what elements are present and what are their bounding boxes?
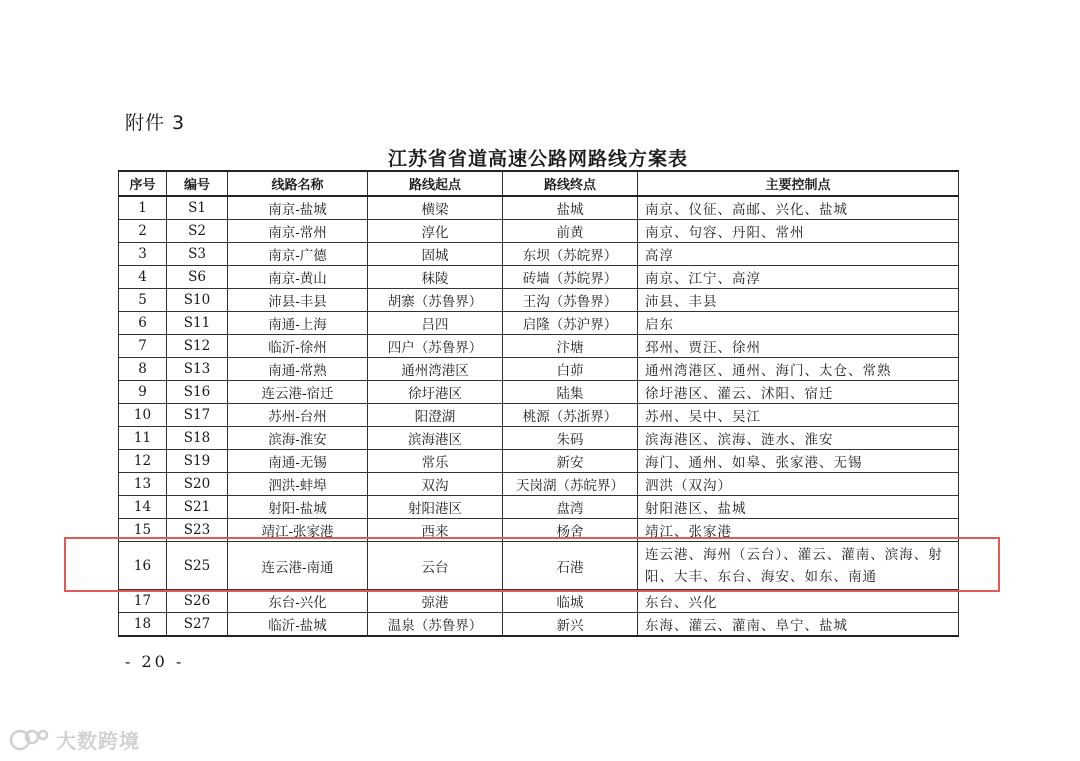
cell-route-name: 南通-常熟 bbox=[228, 358, 368, 381]
cell-code: S27 bbox=[167, 613, 228, 637]
table-row bbox=[119, 404, 959, 427]
cell-start: 横梁 bbox=[368, 196, 503, 220]
cell-start: 双沟 bbox=[368, 473, 503, 496]
cell-code: S21 bbox=[167, 496, 228, 519]
cell-end: 杨舍 bbox=[503, 519, 638, 542]
cell-start: 西来 bbox=[368, 519, 503, 542]
cell-no: 10 bbox=[119, 404, 167, 427]
cell-end: 临城 bbox=[503, 590, 638, 613]
table-row bbox=[119, 496, 959, 519]
cell-control-points: 邳州、贾汪、徐州 bbox=[638, 335, 959, 358]
cell-code: S18 bbox=[167, 427, 228, 450]
cell-route-name: 沛县-丰县 bbox=[228, 289, 368, 312]
cell-end: 东坝（苏皖界） bbox=[503, 243, 638, 266]
table-row bbox=[119, 358, 959, 381]
cell-no: 9 bbox=[119, 381, 167, 404]
cell-control-points: 苏州、吴中、吴江 bbox=[638, 404, 959, 427]
cell-code: S11 bbox=[167, 312, 228, 335]
cell-start: 阳澄湖 bbox=[368, 404, 503, 427]
cell-control-points: 高淳 bbox=[638, 243, 959, 266]
cell-start: 通州湾港区 bbox=[368, 358, 503, 381]
cell-route-name: 南通-上海 bbox=[228, 312, 368, 335]
cell-code: S26 bbox=[167, 590, 228, 613]
attachment-label: 附件 3 bbox=[125, 112, 186, 134]
cell-code: S17 bbox=[167, 404, 228, 427]
table-row bbox=[119, 519, 959, 542]
header-no: 序号 bbox=[119, 171, 167, 196]
cell-route-name: 临沂-盐城 bbox=[228, 613, 368, 637]
cell-route-name: 南京-黄山 bbox=[228, 266, 368, 289]
cell-code: S19 bbox=[167, 450, 228, 473]
watermark-text: 大数跨境 bbox=[56, 729, 140, 753]
cell-start: 温泉（苏鲁界） bbox=[368, 613, 503, 637]
cell-control-points: 射阳港区、盐城 bbox=[638, 496, 959, 519]
table-body bbox=[119, 196, 959, 636]
cell-code: S2 bbox=[167, 220, 228, 243]
table-row bbox=[119, 590, 959, 613]
cell-code: S20 bbox=[167, 473, 228, 496]
cell-end: 汴塘 bbox=[503, 335, 638, 358]
table-row bbox=[119, 542, 959, 590]
cell-no: 7 bbox=[119, 335, 167, 358]
page-number: - 20 - bbox=[125, 652, 185, 671]
cell-start: 胡寨（苏鲁界） bbox=[368, 289, 503, 312]
cell-route-name: 射阳-盐城 bbox=[228, 496, 368, 519]
header-route-name: 线路名称 bbox=[228, 171, 368, 196]
cell-end: 白茆 bbox=[503, 358, 638, 381]
table-row bbox=[119, 196, 959, 220]
cell-control-points: 徐圩港区、灌云、沭阳、宿迁 bbox=[638, 381, 959, 404]
header-control-points: 主要控制点 bbox=[638, 171, 959, 196]
cell-route-name: 东台-兴化 bbox=[228, 590, 368, 613]
table-header-row bbox=[119, 171, 959, 196]
cell-start: 秣陵 bbox=[368, 266, 503, 289]
cell-control-points: 东台、兴化 bbox=[638, 590, 959, 613]
cell-end: 启隆（苏沪界） bbox=[503, 312, 638, 335]
cell-control-points: 南京、句容、丹阳、常州 bbox=[638, 220, 959, 243]
table-row bbox=[119, 289, 959, 312]
cell-no: 14 bbox=[119, 496, 167, 519]
cell-end: 砖墙（苏皖界） bbox=[503, 266, 638, 289]
cell-route-name: 连云港-南通 bbox=[228, 542, 368, 590]
cell-route-name: 苏州-台州 bbox=[228, 404, 368, 427]
cell-start: 射阳港区 bbox=[368, 496, 503, 519]
cell-no: 1 bbox=[119, 196, 167, 220]
table-row bbox=[119, 450, 959, 473]
cell-control-points: 滨海港区、滨海、涟水、淮安 bbox=[638, 427, 959, 450]
cell-end: 新兴 bbox=[503, 613, 638, 637]
cell-no: 18 bbox=[119, 613, 167, 637]
cell-end: 新安 bbox=[503, 450, 638, 473]
cell-control-points: 南京、仪征、高邮、兴化、盐城 bbox=[638, 196, 959, 220]
cell-start: 云台 bbox=[368, 542, 503, 590]
cell-route-name: 滨海-淮安 bbox=[228, 427, 368, 450]
cell-no: 4 bbox=[119, 266, 167, 289]
header-end: 路线终点 bbox=[503, 171, 638, 196]
cell-control-points: 南京、江宁、高淳 bbox=[638, 266, 959, 289]
cell-start: 吕四 bbox=[368, 312, 503, 335]
table-title: 江苏省省道高速公路网路线方案表 bbox=[387, 148, 688, 170]
cell-end: 陆集 bbox=[503, 381, 638, 404]
cell-route-name: 靖江-张家港 bbox=[228, 519, 368, 542]
cell-no: 6 bbox=[119, 312, 167, 335]
cell-route-name: 连云港-宿迁 bbox=[228, 381, 368, 404]
cell-end: 石港 bbox=[503, 542, 638, 590]
table-row bbox=[119, 220, 959, 243]
cell-start: 常乐 bbox=[368, 450, 503, 473]
cell-start: 淳化 bbox=[368, 220, 503, 243]
cell-end: 朱码 bbox=[503, 427, 638, 450]
table-row bbox=[119, 266, 959, 289]
cell-control-points: 沛县、丰县 bbox=[638, 289, 959, 312]
cell-control-points: 东海、灌云、灌南、阜宁、盐城 bbox=[638, 613, 959, 637]
table-row bbox=[119, 613, 959, 637]
cell-route-name: 南通-无锡 bbox=[228, 450, 368, 473]
table-row bbox=[119, 312, 959, 335]
header-start: 路线起点 bbox=[368, 171, 503, 196]
cell-control-points: 泗洪（双沟） bbox=[638, 473, 959, 496]
cell-end: 桃源（苏浙界） bbox=[503, 404, 638, 427]
cell-control-points: 海门、通州、如皋、张家港、无锡 bbox=[638, 450, 959, 473]
cell-end: 盘湾 bbox=[503, 496, 638, 519]
cell-no: 11 bbox=[119, 427, 167, 450]
cell-route-name: 南京-广德 bbox=[228, 243, 368, 266]
cell-start: 弶港 bbox=[368, 590, 503, 613]
table-row bbox=[119, 243, 959, 266]
cell-no: 3 bbox=[119, 243, 167, 266]
cell-route-name: 临沂-徐州 bbox=[228, 335, 368, 358]
cell-code: S3 bbox=[167, 243, 228, 266]
cell-start: 固城 bbox=[368, 243, 503, 266]
table-row bbox=[119, 381, 959, 404]
cell-code: S13 bbox=[167, 358, 228, 381]
watermark-logo-icon bbox=[8, 726, 52, 754]
cell-end: 盐城 bbox=[503, 196, 638, 220]
cell-code: S23 bbox=[167, 519, 228, 542]
cell-code: S25 bbox=[167, 542, 228, 590]
header-code: 编号 bbox=[167, 171, 228, 196]
cell-end: 天岗湖（苏皖界） bbox=[503, 473, 638, 496]
cell-code: S1 bbox=[167, 196, 228, 220]
cell-end: 前黄 bbox=[503, 220, 638, 243]
cell-control-points: 启东 bbox=[638, 312, 959, 335]
route-table bbox=[118, 170, 959, 637]
cell-no: 16 bbox=[119, 542, 167, 590]
cell-code: S10 bbox=[167, 289, 228, 312]
cell-no: 8 bbox=[119, 358, 167, 381]
cell-code: S6 bbox=[167, 266, 228, 289]
cell-no: 2 bbox=[119, 220, 167, 243]
table-row bbox=[119, 473, 959, 496]
table-row bbox=[119, 335, 959, 358]
cell-code: S12 bbox=[167, 335, 228, 358]
watermark bbox=[8, 725, 140, 754]
cell-control-points: 靖江、张家港 bbox=[638, 519, 959, 542]
cell-no: 17 bbox=[119, 590, 167, 613]
cell-route-name: 南京-盐城 bbox=[228, 196, 368, 220]
cell-end: 王沟（苏鲁界） bbox=[503, 289, 638, 312]
cell-control-points: 通州湾港区、通州、海门、太仓、常熟 bbox=[638, 358, 959, 381]
cell-no: 5 bbox=[119, 289, 167, 312]
table-row bbox=[119, 427, 959, 450]
cell-no: 12 bbox=[119, 450, 167, 473]
cell-no: 13 bbox=[119, 473, 167, 496]
cell-route-name: 泗洪-蚌埠 bbox=[228, 473, 368, 496]
cell-no: 15 bbox=[119, 519, 167, 542]
cell-route-name: 南京-常州 bbox=[228, 220, 368, 243]
cell-code: S16 bbox=[167, 381, 228, 404]
cell-control-points: 连云港、海州（云台）、灌云、灌南、滨海、射阳、大丰、东台、海安、如东、南通 bbox=[638, 542, 959, 590]
cell-start: 徐圩港区 bbox=[368, 381, 503, 404]
cell-start: 滨海港区 bbox=[368, 427, 503, 450]
cell-start: 四户（苏鲁界） bbox=[368, 335, 503, 358]
